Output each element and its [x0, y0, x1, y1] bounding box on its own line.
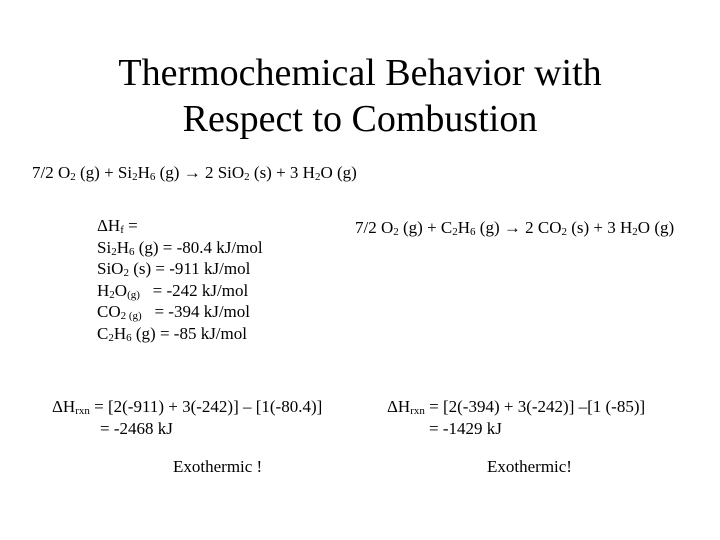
formation-enthalpy-row: SiO$_2$ (s) = -911 kJ/mol	[97, 259, 251, 279]
reaction-equation-ethane: 7/2 $O_2$ $(g) + C_2H_6$ (g) → 2 $CO_2$ (s) + 3 $H_2O$ (g)	[355, 218, 675, 238]
formation-enthalpy-row: $Si_2H_6$ (g) = -80.4 kJ/mol	[97, 237, 263, 258]
title-line-2: Respect to Combustion	[182, 98, 538, 140]
reaction-equation-silane: 7/2 $O_2$ $(g) + Si_2H_6$ (g) → 2 SiO$_2$ (s) + 3 $H_2O$ (g)	[32, 163, 357, 183]
reaction-enthalpy-calculation-silane	[52, 396, 322, 439]
calculation-line: $\Delta H_{rxn} = [2(-911) + 3(-242)] - [1(-80.4)]$	[52, 397, 323, 417]
exothermic-label-silane: Exothermic !	[173, 457, 263, 476]
calculation-line: $\Delta H_{rxn} = [2(-394) + 3(-242)]$ –[1 (-85)]	[387, 397, 646, 417]
formation-enthalpy-row: $CO_{2 (g)} = -394$ kJ/mol	[97, 302, 250, 322]
title-line-1: Thermochemical Behavior with	[118, 52, 602, 94]
slide-title	[0, 50, 720, 142]
calculation-result: = -1429 kJ	[429, 418, 502, 438]
formation-enthalpy-header: $\Delta H_f$ =	[97, 216, 138, 236]
reaction-enthalpy-calculation-ethane	[387, 396, 645, 439]
formation-enthalpy-row: $C_2H_6$ (g) = -85 kJ/mol	[97, 323, 247, 344]
formation-enthalpy-row: $H_2O_{(g)} = -242$ kJ/mol	[97, 280, 249, 301]
formation-enthalpy-list	[97, 215, 263, 344]
calculation-result: = -2468 kJ	[100, 418, 173, 438]
exothermic-label-ethane: Exothermic!	[487, 457, 572, 476]
